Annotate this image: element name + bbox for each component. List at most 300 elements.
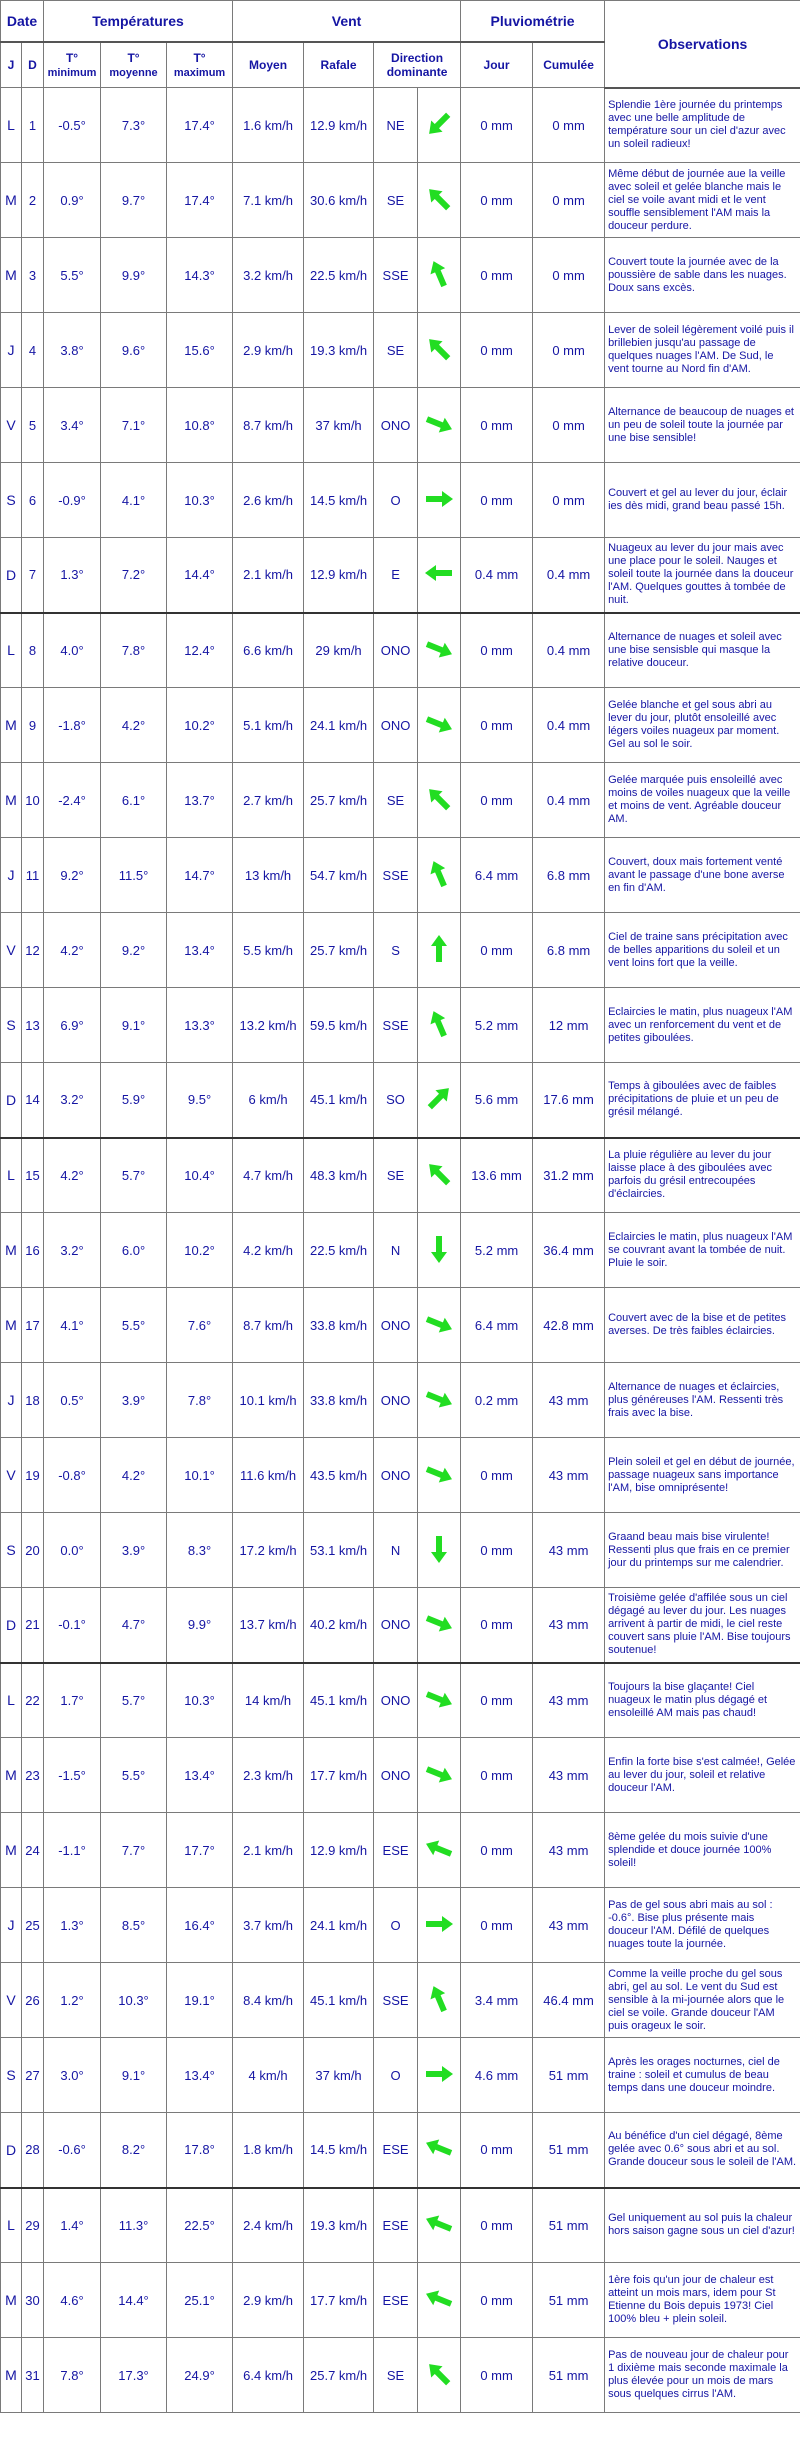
rain-day: 0 mm	[461, 2188, 533, 2263]
day-number: 23	[22, 1738, 44, 1813]
observation: Plein soleil et gel en début de journée, passage nuageux sans importance l'AM, bise omniprésente!	[605, 1438, 800, 1513]
temp-max: 14.3°	[167, 238, 233, 313]
wind-arrow-icon	[422, 1757, 456, 1791]
temp-moy: 8.2°	[101, 2113, 167, 2188]
wind-gust: 25.7 km/h	[304, 913, 374, 988]
header-pluviometrie: Pluviométrie	[461, 1, 605, 43]
wind-direction: ONO	[374, 1288, 418, 1363]
temp-min: 0.9°	[44, 163, 101, 238]
day-number: 17	[22, 1288, 44, 1363]
temp-max: 24.9°	[167, 2338, 233, 2413]
observation: 1ère fois qu'un jour de chaleur est atteint un mois mars, idem pour St Etienne du Bois depuis 1973! Ciel 100% bleu + plein soleil.	[605, 2263, 800, 2338]
wind-arrow	[418, 538, 461, 613]
wind-arrow	[418, 1888, 461, 1963]
wind-gust: 17.7 km/h	[304, 1738, 374, 1813]
header-d: D	[22, 42, 44, 88]
table-row	[1, 1438, 800, 1513]
wind-gust: 54.7 km/h	[304, 838, 374, 913]
temp-moy: 9.7°	[101, 163, 167, 238]
day-number: 1	[22, 88, 44, 163]
day-letter: M	[1, 688, 22, 763]
temp-moy: 6.0°	[101, 1213, 167, 1288]
wind-arrow-icon	[422, 932, 456, 966]
header-tmax	[167, 42, 233, 88]
day-letter: M	[1, 1213, 22, 1288]
rain-day: 3.4 mm	[461, 1963, 533, 2038]
temp-min: 7.8°	[44, 2338, 101, 2413]
table-row	[1, 2263, 800, 2338]
observation: Alternance de nuages et éclaircies, plus généreuses l'AM. Ressenti très frais avec la bise.	[605, 1363, 800, 1438]
table-row	[1, 1663, 800, 1738]
day-letter: M	[1, 1288, 22, 1363]
rain-cumul: 43 mm	[533, 1663, 605, 1738]
temp-max: 19.1°	[167, 1963, 233, 2038]
rain-day: 0 mm	[461, 463, 533, 538]
header-cumulee: Cumulée	[533, 42, 605, 88]
header-j: J	[1, 42, 22, 88]
rain-cumul: 51 mm	[533, 2263, 605, 2338]
wind-arrow-icon	[422, 556, 456, 590]
wind-gust: 12.9 km/h	[304, 538, 374, 613]
rain-day: 0 mm	[461, 613, 533, 688]
day-number: 28	[22, 2113, 44, 2188]
wind-arrow	[418, 763, 461, 838]
temp-min: 1.3°	[44, 538, 101, 613]
temp-max: 9.5°	[167, 1063, 233, 1138]
wind-arrow	[418, 838, 461, 913]
wind-arrow	[418, 2263, 461, 2338]
wind-mean: 2.1 km/h	[233, 1813, 304, 1888]
observation: Gelée marquée puis ensoleillé avec moins de voiles nuageux que la veille et moins de vent. Agréable douceur AM.	[605, 763, 800, 838]
wind-direction: ONO	[374, 1738, 418, 1813]
temp-min: -0.6°	[44, 2113, 101, 2188]
observation: Graand beau mais bise virulente! Ressenti plus que frais en ce premier jour du printemps sur me calendrier.	[605, 1513, 800, 1588]
wind-mean: 4.7 km/h	[233, 1138, 304, 1213]
rain-day: 5.6 mm	[461, 1063, 533, 1138]
rain-day: 0 mm	[461, 388, 533, 463]
temp-moy: 5.7°	[101, 1663, 167, 1738]
wind-arrow	[418, 1963, 461, 2038]
observation: 8ème gelée du mois suivie d'une splendide et douce journée 100% soleil!	[605, 1813, 800, 1888]
wind-direction: ONO	[374, 1663, 418, 1738]
day-letter: M	[1, 2263, 22, 2338]
wind-arrow-icon	[422, 1532, 456, 1566]
temp-min: 3.0°	[44, 2038, 101, 2113]
rain-cumul: 43 mm	[533, 1363, 605, 1438]
wind-mean: 2.9 km/h	[233, 313, 304, 388]
table-row	[1, 2038, 800, 2113]
wind-arrow-icon	[422, 1157, 456, 1191]
wind-arrow-icon	[422, 1907, 456, 1941]
rain-cumul: 43 mm	[533, 1888, 605, 1963]
table-row	[1, 163, 800, 238]
observation: Pas de gel sous abri mais au sol : -0.6°. Bise plus présente mais douceur l'AM. Défilé de quelques nuages toute la journée.	[605, 1888, 800, 1963]
day-number: 7	[22, 538, 44, 613]
temp-max: 10.8°	[167, 388, 233, 463]
temp-moy: 4.2°	[101, 688, 167, 763]
day-letter: M	[1, 1738, 22, 1813]
rain-cumul: 12 mm	[533, 988, 605, 1063]
wind-gust: 43.5 km/h	[304, 1438, 374, 1513]
temp-max: 13.4°	[167, 1738, 233, 1813]
wind-gust: 45.1 km/h	[304, 1663, 374, 1738]
rain-day: 0 mm	[461, 2263, 533, 2338]
temp-max: 10.3°	[167, 1663, 233, 1738]
wind-arrow-icon	[422, 782, 456, 816]
temp-min: 1.2°	[44, 1963, 101, 2038]
table-row	[1, 1138, 800, 1213]
wind-direction: SE	[374, 163, 418, 238]
temp-min: 3.4°	[44, 388, 101, 463]
table-row	[1, 463, 800, 538]
table-row	[1, 1213, 800, 1288]
day-letter: V	[1, 913, 22, 988]
wind-arrow	[418, 988, 461, 1063]
wind-arrow-icon	[422, 2357, 456, 2391]
observation: Alternance de nuages et soleil avec une bise sensisble qui masque la relative douceur.	[605, 613, 800, 688]
header-direction-line1: Direction	[391, 51, 444, 65]
day-letter: D	[1, 1588, 22, 1663]
table-row	[1, 1063, 800, 1138]
wind-arrow-icon	[422, 332, 456, 366]
temp-max: 8.3°	[167, 1513, 233, 1588]
wind-direction: O	[374, 2038, 418, 2113]
day-number: 19	[22, 1438, 44, 1513]
wind-direction: SSE	[374, 1963, 418, 2038]
table-row	[1, 1963, 800, 2038]
wind-arrow	[418, 1513, 461, 1588]
table-row	[1, 1513, 800, 1588]
temp-max: 13.7°	[167, 763, 233, 838]
wind-arrow	[418, 463, 461, 538]
wind-mean: 7.1 km/h	[233, 163, 304, 238]
wind-mean: 2.1 km/h	[233, 538, 304, 613]
wind-arrow-icon	[422, 2282, 456, 2316]
rain-cumul: 43 mm	[533, 1738, 605, 1813]
rain-cumul: 51 mm	[533, 2113, 605, 2188]
observation: Lever de soleil légèrement voilé puis il brillebien jusqu'au passage de quelques nuages l'AM. De Sud, le vent tourne au Nord fin d'AM.	[605, 313, 800, 388]
temp-min: -1.5°	[44, 1738, 101, 1813]
observation: Eclaircies le matin, plus nuageux l'AM avec un renforcement du vent et de petites giboulées.	[605, 988, 800, 1063]
day-number: 26	[22, 1963, 44, 2038]
temp-min: -0.1°	[44, 1588, 101, 1663]
temp-moy: 5.5°	[101, 1738, 167, 1813]
observation: Couvert et gel au lever du jour, éclair ies dès midi, grand beau passé 15h.	[605, 463, 800, 538]
rain-day: 0 mm	[461, 1738, 533, 1813]
rain-day: 0 mm	[461, 313, 533, 388]
wind-direction: O	[374, 1888, 418, 1963]
rain-cumul: 17.6 mm	[533, 1063, 605, 1138]
wind-gust: 22.5 km/h	[304, 1213, 374, 1288]
wind-mean: 6.6 km/h	[233, 613, 304, 688]
day-number: 30	[22, 2263, 44, 2338]
rain-day: 0 mm	[461, 913, 533, 988]
table-row	[1, 688, 800, 763]
wind-direction: ONO	[374, 1363, 418, 1438]
observation: Après les orages nocturnes, ciel de traine : soleil et cumulus de beau temps dans une douceur moindre.	[605, 2038, 800, 2113]
header-tmoy-top: T°	[127, 50, 140, 65]
rain-cumul: 0.4 mm	[533, 763, 605, 838]
temp-min: 4.2°	[44, 913, 101, 988]
day-number: 29	[22, 2188, 44, 2263]
wind-direction: SO	[374, 1063, 418, 1138]
table-row	[1, 2188, 800, 2263]
temp-moy: 5.7°	[101, 1138, 167, 1213]
wind-arrow-icon	[422, 482, 456, 516]
day-number: 20	[22, 1513, 44, 1588]
wind-arrow-icon	[422, 2207, 456, 2241]
wind-gust: 37 km/h	[304, 2038, 374, 2113]
rain-cumul: 51 mm	[533, 2038, 605, 2113]
temp-moy: 9.1°	[101, 2038, 167, 2113]
wind-gust: 12.9 km/h	[304, 1813, 374, 1888]
day-letter: L	[1, 1138, 22, 1213]
day-number: 4	[22, 313, 44, 388]
wind-arrow	[418, 613, 461, 688]
temp-moy: 7.8°	[101, 613, 167, 688]
temp-max: 14.4°	[167, 538, 233, 613]
temp-moy: 4.1°	[101, 463, 167, 538]
day-number: 18	[22, 1363, 44, 1438]
table-row	[1, 2338, 800, 2413]
wind-arrow	[418, 238, 461, 313]
wind-direction: ONO	[374, 1438, 418, 1513]
temp-min: 4.0°	[44, 613, 101, 688]
wind-gust: 17.7 km/h	[304, 2263, 374, 2338]
wind-arrow	[418, 2188, 461, 2263]
day-letter: V	[1, 388, 22, 463]
wind-gust: 33.8 km/h	[304, 1363, 374, 1438]
temp-moy: 3.9°	[101, 1513, 167, 1588]
wind-arrow	[418, 688, 461, 763]
wind-arrow-icon	[422, 1682, 456, 1716]
wind-arrow	[418, 1363, 461, 1438]
temp-min: 3.2°	[44, 1213, 101, 1288]
day-letter: J	[1, 1888, 22, 1963]
observation: Nuageux au lever du jour mais avec une place pour le soleil. Nauges et soleil toute la journée dans la douceur l'AM. Quelques gouttes à tombée de nuit.	[605, 538, 800, 613]
day-number: 10	[22, 763, 44, 838]
rain-cumul: 6.8 mm	[533, 913, 605, 988]
wind-gust: 14.5 km/h	[304, 463, 374, 538]
temp-moy: 11.3°	[101, 2188, 167, 2263]
day-number: 5	[22, 388, 44, 463]
header-moyen: Moyen	[233, 42, 304, 88]
rain-cumul: 51 mm	[533, 2338, 605, 2413]
wind-direction: SE	[374, 763, 418, 838]
wind-mean: 6 km/h	[233, 1063, 304, 1138]
day-number: 24	[22, 1813, 44, 1888]
wind-direction: N	[374, 1213, 418, 1288]
rain-day: 0 mm	[461, 1588, 533, 1663]
wind-gust: 19.3 km/h	[304, 313, 374, 388]
temp-min: 4.1°	[44, 1288, 101, 1363]
table-row	[1, 613, 800, 688]
wind-mean: 17.2 km/h	[233, 1513, 304, 1588]
header-temperatures: Températures	[44, 1, 233, 43]
wind-gust: 59.5 km/h	[304, 988, 374, 1063]
wind-arrow	[418, 1288, 461, 1363]
table-row	[1, 988, 800, 1063]
temp-max: 10.2°	[167, 688, 233, 763]
temp-max: 17.7°	[167, 1813, 233, 1888]
day-number: 25	[22, 1888, 44, 1963]
observation: La pluie régulière au lever du jour laisse place à des giboulées avec parfois du grésil entrecoupées d'éclaircies.	[605, 1138, 800, 1213]
wind-arrow-icon	[422, 2131, 456, 2165]
rain-day: 0 mm	[461, 163, 533, 238]
temp-max: 10.1°	[167, 1438, 233, 1513]
header-jour: Jour	[461, 42, 533, 88]
day-number: 3	[22, 238, 44, 313]
day-number: 6	[22, 463, 44, 538]
wind-mean: 8.4 km/h	[233, 1963, 304, 2038]
header-tmin	[44, 42, 101, 88]
day-letter: S	[1, 988, 22, 1063]
temp-moy: 4.7°	[101, 1588, 167, 1663]
temp-moy: 17.3°	[101, 2338, 167, 2413]
header-date: Date	[1, 1, 44, 43]
temp-moy: 8.5°	[101, 1888, 167, 1963]
day-letter: D	[1, 2113, 22, 2188]
wind-arrow-icon	[422, 1832, 456, 1866]
wind-direction: SSE	[374, 838, 418, 913]
temp-min: -0.5°	[44, 88, 101, 163]
temp-max: 12.4°	[167, 613, 233, 688]
temp-max: 10.4°	[167, 1138, 233, 1213]
wind-direction: SE	[374, 313, 418, 388]
wind-direction: ESE	[374, 1813, 418, 1888]
observation: Pas de nouveau jour de chaleur pour 1 dixième mais seconde maximale la plus élevée pour un mois de mars sous quelques cirrus l'AM.	[605, 2338, 800, 2413]
wind-mean: 2.7 km/h	[233, 763, 304, 838]
temp-min: 0.5°	[44, 1363, 101, 1438]
temp-min: 6.9°	[44, 988, 101, 1063]
table-row	[1, 2113, 800, 2188]
wind-mean: 1.6 km/h	[233, 88, 304, 163]
observation: Ciel de traine sans précipitation avec de belles apparitions du soleil et un vent loins fort que la veille.	[605, 913, 800, 988]
temp-moy: 3.9°	[101, 1363, 167, 1438]
wind-mean: 13.2 km/h	[233, 988, 304, 1063]
rain-day: 0 mm	[461, 88, 533, 163]
wind-direction: SE	[374, 1138, 418, 1213]
temp-min: -0.8°	[44, 1438, 101, 1513]
temp-moy: 7.1°	[101, 388, 167, 463]
rain-day: 6.4 mm	[461, 838, 533, 913]
observation: Troisième gelée d'affilée sous un ciel dégagé au lever du jour. Les nuages arrivent à partir de midi, le ciel reste couvert sans pluie l'AM. Bise toujours soutenue!	[605, 1588, 800, 1663]
wind-direction: SE	[374, 2338, 418, 2413]
wind-mean: 2.3 km/h	[233, 1738, 304, 1813]
day-number: 16	[22, 1213, 44, 1288]
observation: Splendie 1ère journée du printemps avec une belle amplitude de température sour un ciel d'azur avec un soleil radieux!	[605, 88, 800, 163]
rain-day: 0.2 mm	[461, 1363, 533, 1438]
wind-gust: 53.1 km/h	[304, 1513, 374, 1588]
day-letter: D	[1, 1063, 22, 1138]
wind-arrow-icon	[422, 857, 456, 891]
table-row	[1, 1588, 800, 1663]
rain-cumul: 51 mm	[533, 2188, 605, 2263]
header-tmin-top: T°	[65, 50, 79, 65]
temp-min: -1.1°	[44, 1813, 101, 1888]
table-row	[1, 1888, 800, 1963]
wind-arrow-icon	[422, 1081, 456, 1115]
day-letter: M	[1, 238, 22, 313]
header-observations: Observations	[605, 1, 800, 88]
wind-direction: SSE	[374, 988, 418, 1063]
wind-mean: 5.1 km/h	[233, 688, 304, 763]
wind-arrow	[418, 313, 461, 388]
observation: Couvert avec de la bise et de petites averses. De très faibles éclaircies.	[605, 1288, 800, 1363]
wind-mean: 3.7 km/h	[233, 1888, 304, 1963]
rain-cumul: 0 mm	[533, 388, 605, 463]
rain-day: 6.4 mm	[461, 1288, 533, 1363]
wind-mean: 6.4 km/h	[233, 2338, 304, 2413]
day-number: 15	[22, 1138, 44, 1213]
wind-gust: 37 km/h	[304, 388, 374, 463]
temp-min: 0.0°	[44, 1513, 101, 1588]
header-direction-line2: dominante	[386, 65, 448, 79]
rain-day: 0 mm	[461, 1438, 533, 1513]
observation: Temps à giboulées avec de faibles précipitations de pluie et un peu de grésil mélangé.	[605, 1063, 800, 1138]
day-letter: J	[1, 1363, 22, 1438]
wind-direction: E	[374, 538, 418, 613]
wind-arrow	[418, 913, 461, 988]
table-row	[1, 538, 800, 613]
wind-gust: 40.2 km/h	[304, 1588, 374, 1663]
observation: Gelée blanche et gel sous abri au lever du jour, plutôt ensoleillé avec légers voiles nuageux par moment. Gel au sol le soir.	[605, 688, 800, 763]
temp-moy: 9.6°	[101, 313, 167, 388]
rain-day: 13.6 mm	[461, 1138, 533, 1213]
wind-arrow	[418, 1438, 461, 1513]
temp-moy: 10.3°	[101, 1963, 167, 2038]
rain-cumul: 43 mm	[533, 1438, 605, 1513]
temp-max: 9.9°	[167, 1588, 233, 1663]
wind-arrow	[418, 163, 461, 238]
wind-arrow-icon	[422, 107, 456, 141]
rain-day: 0 mm	[461, 1813, 533, 1888]
header-tmax-top: T°	[193, 50, 206, 65]
day-number: 8	[22, 613, 44, 688]
temp-moy: 7.7°	[101, 1813, 167, 1888]
temp-moy: 9.1°	[101, 988, 167, 1063]
wind-gust: 45.1 km/h	[304, 1963, 374, 2038]
table-row	[1, 913, 800, 988]
temp-moy: 9.9°	[101, 238, 167, 313]
wind-gust: 22.5 km/h	[304, 238, 374, 313]
temp-min: 1.7°	[44, 1663, 101, 1738]
day-letter: L	[1, 1663, 22, 1738]
wind-arrow	[418, 1738, 461, 1813]
wind-mean: 4.2 km/h	[233, 1213, 304, 1288]
wind-mean: 3.2 km/h	[233, 238, 304, 313]
temp-max: 13.4°	[167, 913, 233, 988]
rain-cumul: 0.4 mm	[533, 688, 605, 763]
observation: Gel uniquement au sol puis la chaleur hors saison gagne sous un ciel d'azur!	[605, 2188, 800, 2263]
day-number: 2	[22, 163, 44, 238]
observation: Comme la veille proche du gel sous abri, gel au sol. Le vent du Sud est sensible à la mi-journée alors que le ciel se voile. Grande douceur l'AM puis orageux le soir.	[605, 1963, 800, 2038]
wind-direction: ONO	[374, 613, 418, 688]
wind-gust: 25.7 km/h	[304, 763, 374, 838]
temp-max: 10.2°	[167, 1213, 233, 1288]
temp-max: 10.3°	[167, 463, 233, 538]
observation: Même début de journée aue la veille avec soleil et gelée blanche mais le ciel se voile avant midi et le vent souffle sensiblement l'AM mais la douceur perdure.	[605, 163, 800, 238]
wind-gust: 19.3 km/h	[304, 2188, 374, 2263]
day-number: 27	[22, 2038, 44, 2113]
temp-max: 13.3°	[167, 988, 233, 1063]
day-number: 31	[22, 2338, 44, 2413]
wind-arrow	[418, 2038, 461, 2113]
day-letter: V	[1, 1438, 22, 1513]
temp-max: 15.6°	[167, 313, 233, 388]
rain-day: 0 mm	[461, 1888, 533, 1963]
wind-mean: 5.5 km/h	[233, 913, 304, 988]
